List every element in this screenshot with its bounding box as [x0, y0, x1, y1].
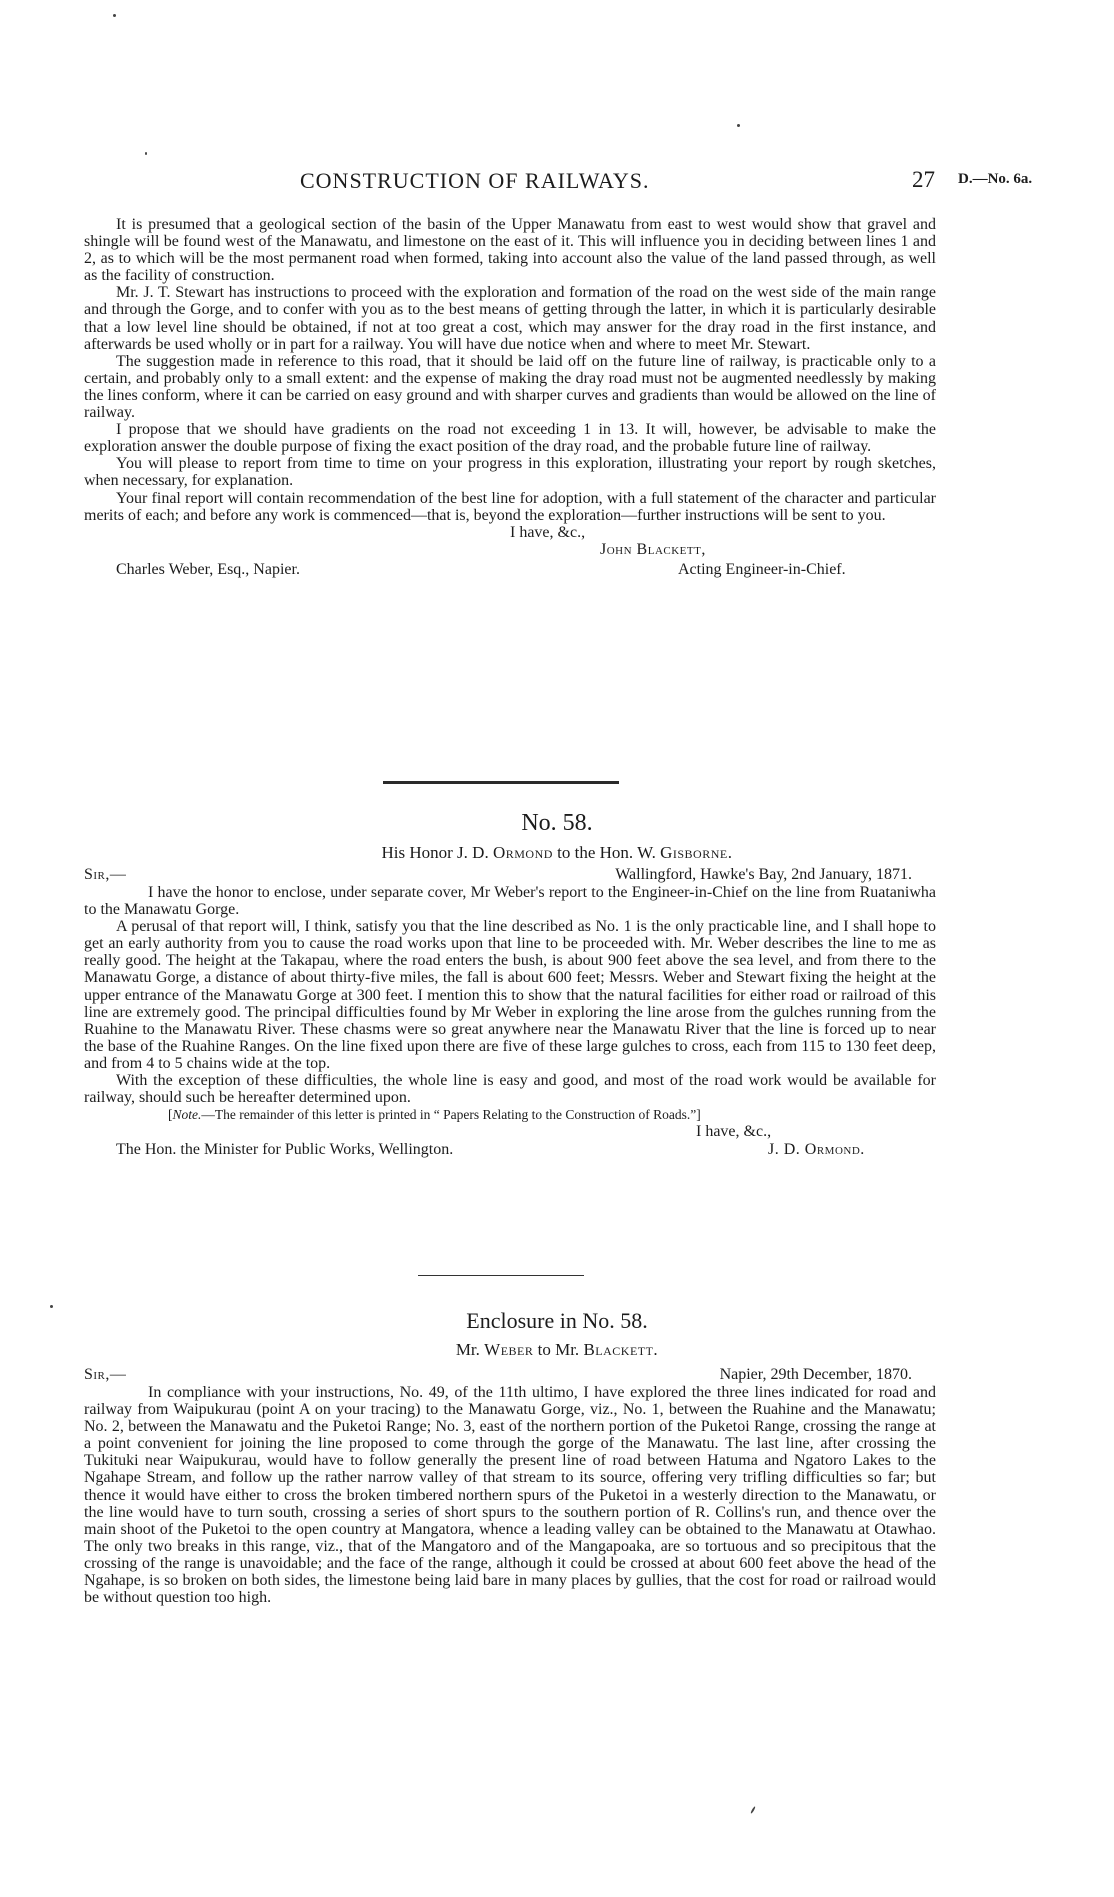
print-speck — [145, 152, 147, 155]
signature-block — [84, 1123, 936, 1161]
salutation: Sir,— — [84, 866, 127, 883]
header-title: CONSTRUCTION OF RAILWAYS. — [300, 168, 650, 193]
place-date: Wallingford, Hawke's Bay, 2nd January, 1871. — [615, 866, 912, 883]
addressee: Charles Weber, Esq., Napier. — [116, 560, 300, 578]
print-speck — [113, 14, 116, 17]
section-divider — [383, 781, 619, 784]
subtitle-prefix: His Honor J. D. — [381, 843, 489, 862]
note-label: Note. — [172, 1107, 202, 1123]
enclosure-subtitle — [0, 1340, 1114, 1360]
letter-number-heading: No. 58. — [521, 810, 593, 836]
signer-title: Acting Engineer-in-Chief. — [678, 560, 846, 578]
salutation-row — [84, 1366, 936, 1384]
paragraph: I have the honor to enclose, under separate cover, Mr Weber's report to the Engineer-in-Chief on the line from Ruataniwha to the Manawatu Gorge. — [84, 884, 936, 919]
signature-block — [84, 524, 936, 592]
paragraph: With the exception of these difficulties, the whole line is easy and good, and most of the road work would be available for railway, should such be hereafter determined upon. — [84, 1072, 936, 1107]
print-mark — [750, 1806, 756, 1814]
paragraph: You will please to report from time to time on your progress in this exploration, illustrating your report by rough sketches, when necessary, for explanation. — [84, 455, 936, 490]
subtitle-mid: to Mr. — [537, 1340, 580, 1359]
addressee: The Hon. the Minister for Public Works, Wellington. — [116, 1141, 454, 1159]
paragraph: It is presumed that a geological section of the basin of the Upper Manawatu from east to west would show that gravel and shingle will be found west of the Manawatu, and limestone on the east of it. This will influence you in deciding between lines 1 and 2, as to which will be the most permanent road when formed, taking into account also the value of the land passed through, as well as the facility of construction. — [84, 216, 936, 285]
paragraph: The suggestion made in reference to this road, that it should be laid off on the future line of railway, is practicable only to a certain, and probably only to a small extent: and the expense of making the dray road must not be augmented needlessly by making the lines conform, where it can be carried on easy ground and with sharper curves and gradients than would be allowed on the line of railway. — [84, 352, 936, 422]
sender-name: Ormond — [492, 843, 553, 862]
editorial-note: [Note.—The remainder of this letter is printed in “ Papers Relating to the Construction of Roads.”] — [168, 1107, 701, 1123]
salutation: Sir,— — [84, 1366, 127, 1383]
salutation-row — [84, 866, 936, 884]
signer-name: John Blackett, — [600, 540, 706, 558]
section-enclosure — [84, 1366, 936, 1606]
paragraph: A perusal of that report will, I think, satisfy you that the line described as No. 1 is the only practicable line, and I shall hope to get an early authority from you to cause the road works upon that line to be proceeded with. Mr. Weber describes the line to me as really good. The height at the Takapau, where the road enters the bush, is about 900 feet above the sea level, and from there to the Manawatu Gorge, a distance of about thirty-five miles, the fall is about 600 feet; Messrs. Weber and Stewart fixing the height at the upper entrance of the Manawatu Gorge at 300 feet. I mention this to show that the natural facilities for either road or railroad of this line are extremely good. The principal difficulties found by Mr Weber in exploring the line arose from the gulches running from the Ruahine to the Manawatu River. These chasms were so great anywhere near the Manawatu River that the line is forced up to near the base of the Ruahine Ranges. On the line fixed upon there are five of these large gulches to cross, each from 115 to 130 feet deep, and from 4 to 5 chains wide at the top. — [84, 918, 936, 1072]
enclosure-heading: Enclosure in No. 58. — [466, 1308, 648, 1333]
paragraph: Mr. J. T. Stewart has instructions to proceed with the exploration and formation of the road on the west side of the main range and through the Gorge, and to confer with you as to the best means of getting through the latter, in which it is particularly desirable that a low level line should be obtained, if not at too great a cost, which may answer for the dray road in the first instance, and afterwards be used wholly or in part for a railway. You will have due notice when and where to meet Mr. Stewart. — [84, 284, 936, 353]
closing-line: I have, &c., — [510, 523, 586, 541]
recipient-name: Blackett. — [583, 1340, 659, 1359]
recipient-name: Gisborne. — [660, 843, 733, 862]
letter-subtitle — [0, 843, 1114, 863]
note-text: —The remainder of this letter is printed in “ Papers Relating to the Construction of Roads.”] — [201, 1107, 701, 1123]
sender-name: Weber — [484, 1340, 534, 1359]
paragraph: Your final report will contain recommendation of the best line for adoption, with a full statement of the character and particular merits of each; and before any work is commenced—that is, beyond the exploration—further instructions will be sent to you. — [84, 489, 936, 524]
section-letter-continuation — [84, 216, 936, 592]
section-letter-58 — [84, 866, 936, 1161]
paragraph: In compliance with your instructions, No. 49, of the 11th ultimo, I have explored the three lines indicated for road and railway from Waipukurau (point A on your tracing) to the Manawatu Gorge, viz., No. 1, between the Ruahine and the Manawatu; No. 2, between the Manawatu and the Puketoi Range; No. 3, east of the northern portion of the Puketoi Range, crossing the range at a point convenient for joining the line proposed to come through the gorge of the Manawatu. The last line, after crossing the Tukituki near Waipukurau, would have to follow generally the present line of road between Hatuma and Ngatoro Lakes to the Ngahape Stream, and follow up the rather narrow valley of that stream to its source, offering very trifling difficulties so far; but thence it would have either to cross the broken timbered northern spurs of the Puketoi in a westerly direction to the Manawatu, or the line would have to turn south, crossing a series of short spurs to the southern portion of R. Collins's run, and thence over the main shoot of the Puketoi to the open country at Mangatora, whence a leading valley can be obtained to the Manawatu at Otawhao. The only two breaks in this range, viz., that of the Mangatoro and of the Mangapoaka, are so tortuous and so precipitous that the crossing of the range is unavoidable; and the face of the range, although it could be crossed at about 600 feet above the head of the Ngahape, is so broken on both sides, the limestone being laid bare in many places by gullies, that the cost for road or railroad would be without question too high. — [84, 1384, 936, 1607]
signer-name: J. D. Ormond. — [768, 1141, 865, 1159]
print-speck — [737, 124, 740, 127]
section-divider — [418, 1275, 584, 1276]
document-reference: D.—No. 6a. — [958, 171, 1033, 187]
running-header — [0, 168, 1114, 198]
subtitle-mid: to the Hon. W. — [557, 843, 656, 862]
place-date: Napier, 29th December, 1870. — [719, 1366, 912, 1383]
subtitle-prefix: Mr. — [455, 1340, 480, 1359]
paragraph: I propose that we should have gradients on the road not exceeding 1 in 13. It will, however, be advisable to make the exploration answer the double purpose of fixing the exact position of the dray road, and the probable future line of railway. — [84, 421, 936, 456]
page-number: 27 — [912, 167, 935, 192]
closing-line: I have, &c., — [696, 1123, 772, 1141]
